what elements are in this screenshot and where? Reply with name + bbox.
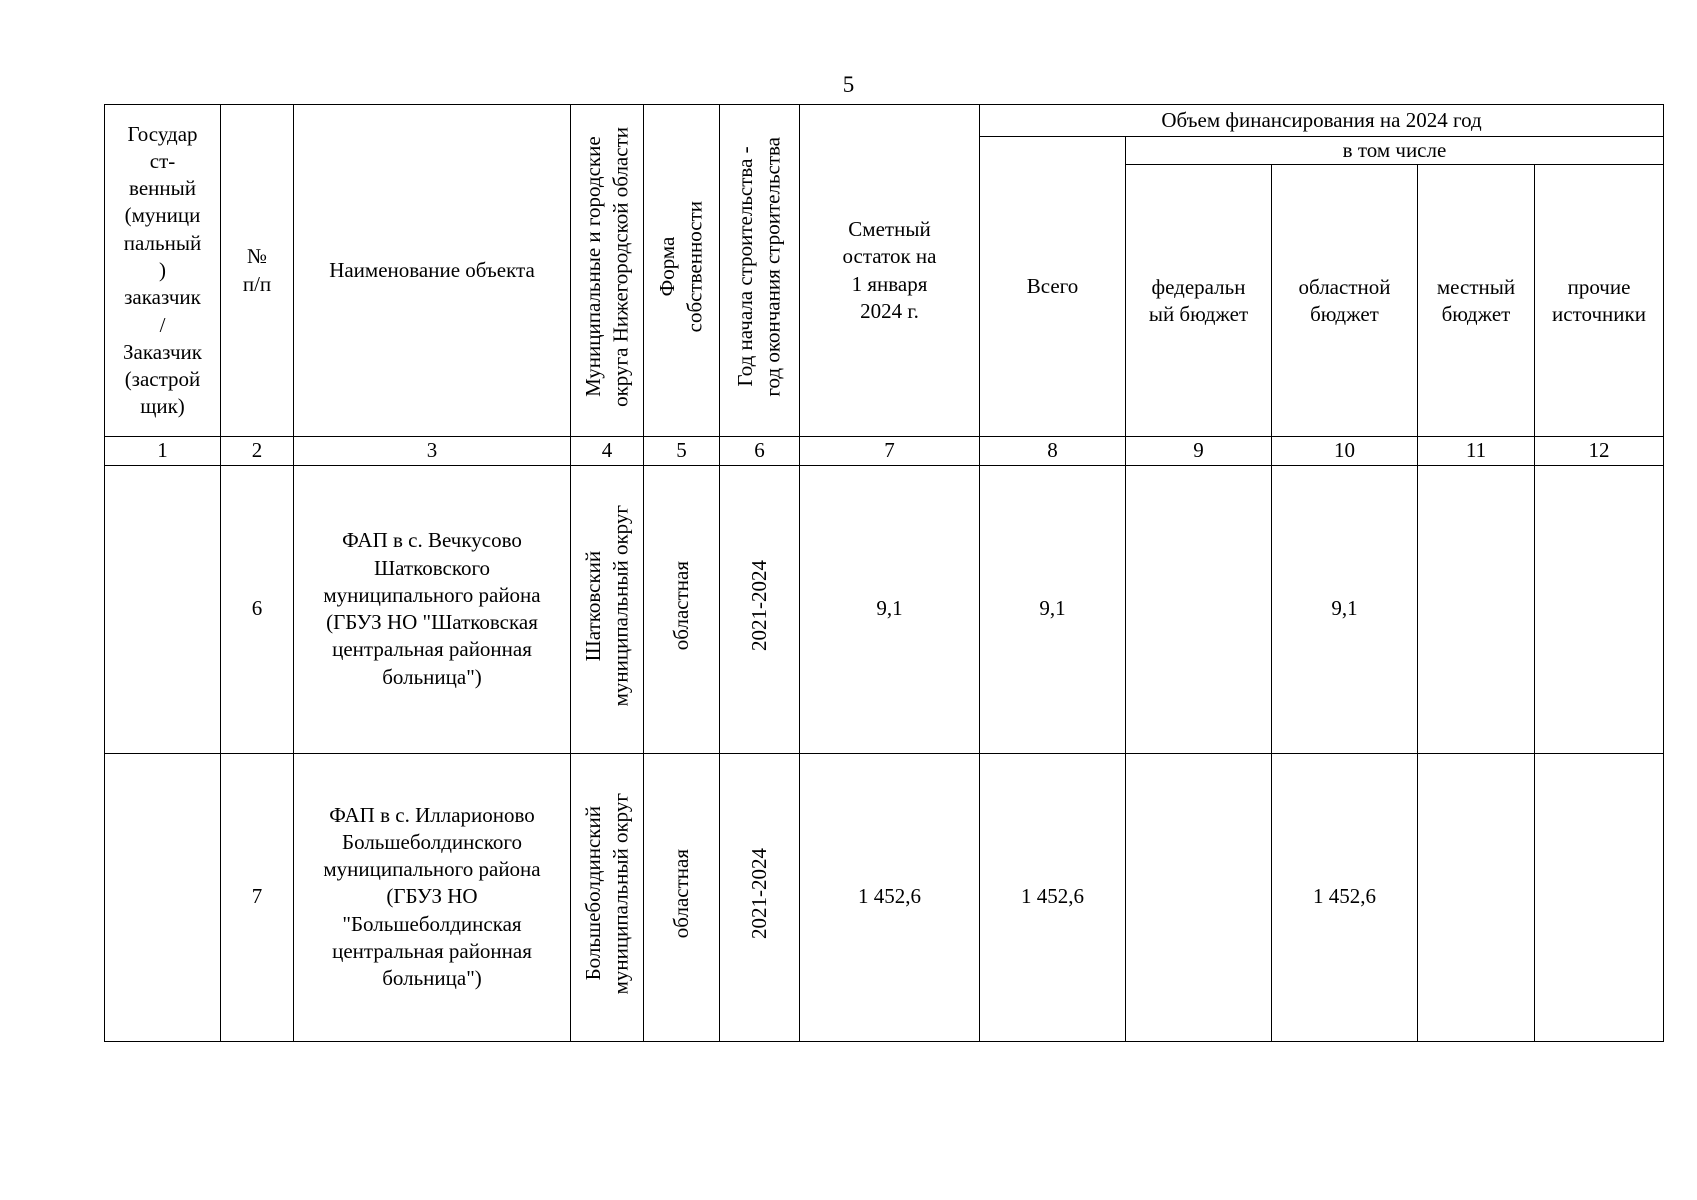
row-ownership bbox=[644, 465, 720, 753]
header-customer-line: (застрой bbox=[124, 367, 201, 392]
header-customer bbox=[105, 105, 221, 437]
header-years-line: Год начала строительства - bbox=[733, 146, 758, 388]
header-customer-line: ст- bbox=[149, 148, 176, 173]
row-local bbox=[1418, 465, 1535, 753]
header-municipality-line: Муниципальные и городские bbox=[580, 136, 605, 398]
header-customer-line: щик) bbox=[140, 394, 185, 419]
row-years bbox=[720, 465, 800, 753]
row-municipality-line: муниципальный округ bbox=[608, 792, 632, 995]
row-municipality-line: муниципальный округ bbox=[608, 504, 632, 707]
row-estimate: 9,1 bbox=[800, 465, 980, 753]
column-number: 12 bbox=[1535, 437, 1664, 465]
header-estimate-line: 2024 г. bbox=[860, 298, 919, 323]
row-number: 6 bbox=[221, 465, 294, 753]
row-estimate: 1 452,6 bbox=[800, 753, 980, 1041]
row-object-name-line: центральная районная bbox=[332, 637, 532, 662]
header-ownership-text bbox=[654, 201, 709, 332]
row-municipality-line: Шатковский bbox=[580, 550, 605, 661]
row-federal bbox=[1126, 753, 1272, 1041]
header-years bbox=[720, 105, 800, 437]
header-regional bbox=[1272, 165, 1418, 437]
header-estimate-line: Сметный bbox=[848, 217, 931, 242]
header-total: Всего bbox=[980, 137, 1126, 437]
header-customer-line: заказчик bbox=[124, 285, 201, 310]
row-object-name-line: больница") bbox=[382, 664, 482, 689]
row-object-name-line: ФАП в с. Вечкусово bbox=[342, 528, 522, 553]
column-number-row bbox=[105, 437, 1664, 465]
column-number: 9 bbox=[1126, 437, 1272, 465]
header-customer-line: (муници bbox=[124, 203, 201, 228]
row-object-name-line: муниципального района bbox=[323, 857, 541, 882]
row-years-text: 2021-2024 bbox=[746, 847, 771, 939]
row-number: 7 bbox=[221, 753, 294, 1041]
header-number-line: п/п bbox=[242, 271, 272, 296]
column-number: 11 bbox=[1418, 437, 1535, 465]
header-object-name: Наименование объекта bbox=[294, 105, 571, 437]
row-object-name-line: Большеболдинского bbox=[342, 829, 522, 854]
header-regional-line: областной bbox=[1298, 274, 1391, 299]
header-municipality-text bbox=[580, 127, 635, 407]
header-number bbox=[221, 105, 294, 437]
row-regional: 9,1 bbox=[1272, 465, 1418, 753]
row-municipality bbox=[571, 465, 644, 753]
header-other-line: источники bbox=[1552, 301, 1646, 326]
row-object-name-line: "Большеболдинская bbox=[342, 911, 522, 936]
header-ownership bbox=[644, 105, 720, 437]
header-customer-line: пальный bbox=[123, 230, 202, 255]
column-number: 4 bbox=[571, 437, 644, 465]
row-object-name-line: муниципального района bbox=[323, 582, 541, 607]
header-other-line: прочие bbox=[1567, 274, 1631, 299]
header-years-text bbox=[732, 137, 787, 397]
header-customer-line: ) bbox=[159, 258, 166, 282]
row-federal bbox=[1126, 465, 1272, 753]
header-other bbox=[1535, 165, 1664, 437]
header-years-line: год окончания строительства bbox=[760, 137, 785, 397]
header-estimate-line: 1 января bbox=[851, 271, 928, 296]
header-including: в том числе bbox=[1126, 137, 1664, 165]
row-object-name-line: центральная районная bbox=[332, 939, 532, 964]
row-municipality-line: Большеболдинский bbox=[580, 806, 605, 981]
table-row bbox=[105, 753, 1664, 1041]
row-object-name-line: (ГБУЗ НО bbox=[386, 884, 478, 909]
page-number: 5 bbox=[842, 72, 855, 97]
header-customer-line: / bbox=[159, 312, 166, 337]
header-ownership-line: Форма bbox=[655, 237, 680, 297]
row-object-name bbox=[294, 753, 571, 1041]
row-object-name-line: (ГБУЗ НО "Шатковская bbox=[326, 610, 538, 635]
header-federal-line: ый бюджет bbox=[1148, 301, 1249, 326]
header-customer-line: Заказчик bbox=[123, 339, 202, 364]
header-local-line: местный bbox=[1436, 274, 1516, 299]
header-municipality bbox=[571, 105, 644, 437]
row-regional: 1 452,6 bbox=[1272, 753, 1418, 1041]
header-number-line: № bbox=[246, 244, 268, 269]
column-number: 1 bbox=[105, 437, 221, 465]
row-other bbox=[1535, 465, 1664, 753]
header-federal-line: федеральн bbox=[1151, 274, 1246, 299]
column-number: 3 bbox=[294, 437, 571, 465]
row-object-name-line: ФАП в с. Илларионово bbox=[329, 802, 535, 827]
row-local bbox=[1418, 753, 1535, 1041]
row-ownership bbox=[644, 753, 720, 1041]
header-row-top bbox=[105, 105, 1664, 137]
header-funding-volume: Объем финансирования на 2024 год bbox=[980, 105, 1664, 137]
row-ownership-text: областная bbox=[668, 560, 693, 651]
row-years bbox=[720, 753, 800, 1041]
row-object-name bbox=[294, 465, 571, 753]
header-regional-line: бюджет bbox=[1310, 301, 1379, 326]
column-number: 10 bbox=[1272, 437, 1418, 465]
header-federal bbox=[1126, 165, 1272, 437]
row-customer bbox=[105, 465, 221, 753]
header-customer-line: Государ bbox=[127, 121, 198, 146]
row-total: 9,1 bbox=[980, 465, 1126, 753]
header-municipality-line: округа Нижегородской области bbox=[608, 127, 632, 407]
header-customer-line: венный bbox=[129, 176, 196, 201]
funding-table bbox=[104, 104, 1664, 1042]
row-municipality-text bbox=[580, 505, 635, 706]
header-estimate bbox=[800, 105, 980, 437]
header-estimate-line: остаток на bbox=[842, 244, 937, 269]
header-local bbox=[1418, 165, 1535, 437]
column-number: 5 bbox=[644, 437, 720, 465]
row-years-text: 2021-2024 bbox=[746, 559, 771, 651]
row-municipality bbox=[571, 753, 644, 1041]
header-ownership-line: собственности bbox=[682, 201, 707, 333]
row-ownership-text: областная bbox=[668, 848, 693, 939]
table-row bbox=[105, 465, 1664, 753]
column-number: 6 bbox=[720, 437, 800, 465]
column-number: 8 bbox=[980, 437, 1126, 465]
row-municipality-text bbox=[580, 793, 635, 994]
column-number: 2 bbox=[221, 437, 294, 465]
column-number: 7 bbox=[800, 437, 980, 465]
row-other bbox=[1535, 753, 1664, 1041]
row-total: 1 452,6 bbox=[980, 753, 1126, 1041]
row-object-name-line: Шатковского bbox=[373, 555, 491, 580]
row-customer bbox=[105, 753, 221, 1041]
row-object-name-line: больница") bbox=[382, 966, 482, 991]
header-local-line: бюджет bbox=[1441, 301, 1511, 326]
